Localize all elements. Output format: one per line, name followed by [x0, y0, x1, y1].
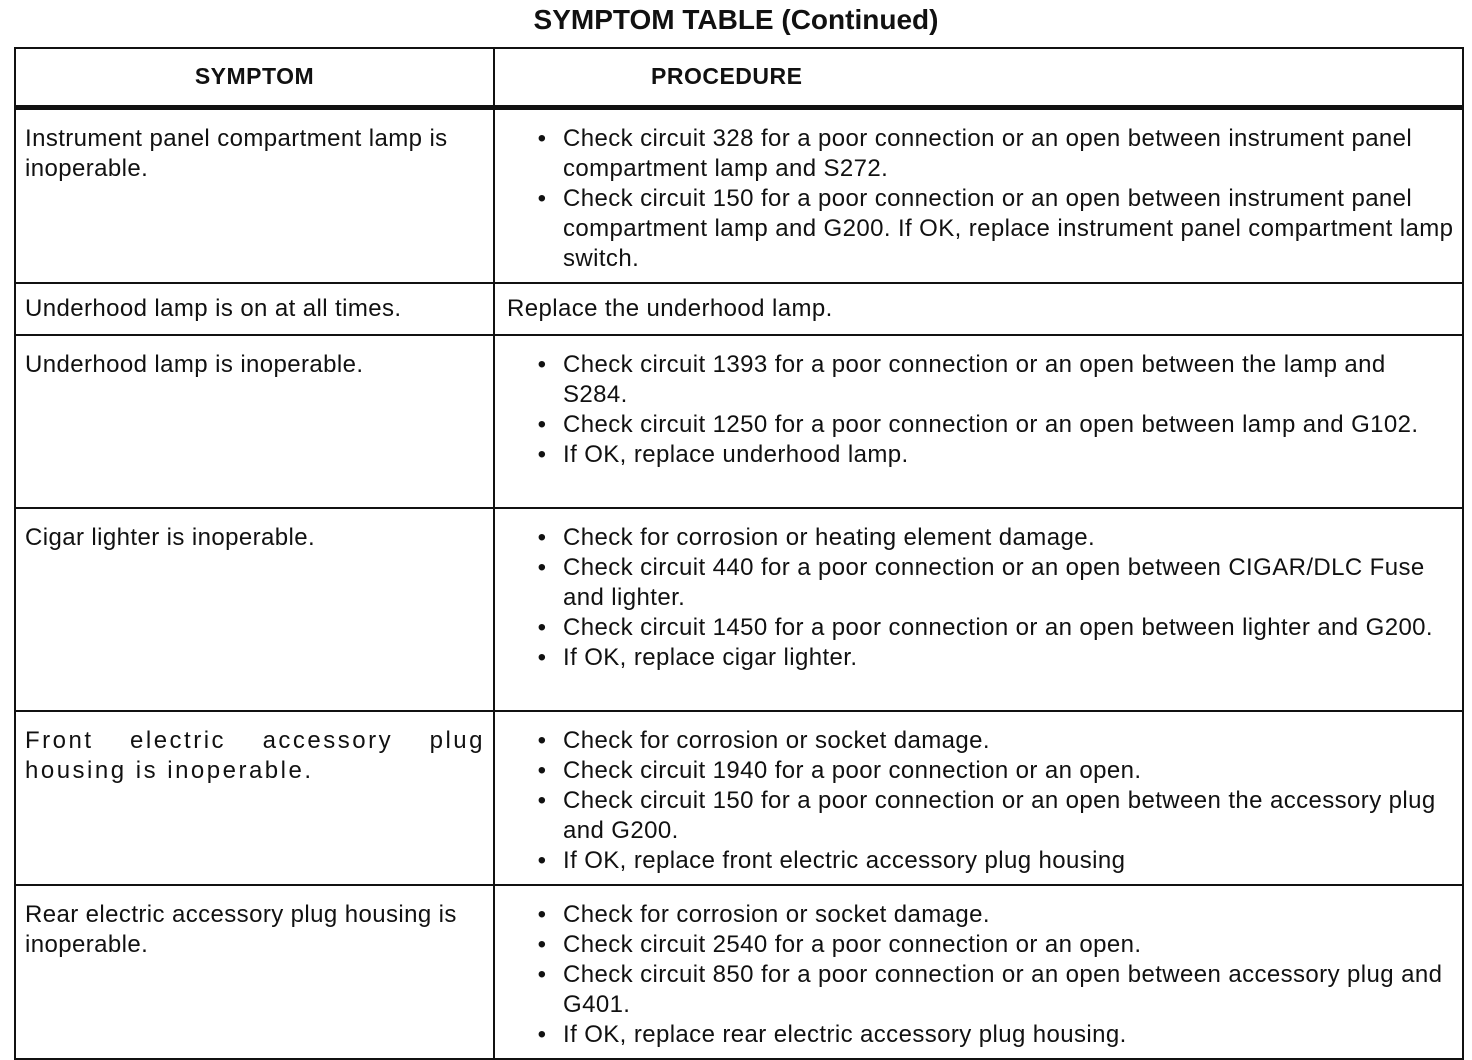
table-row	[15, 283, 1463, 335]
bullet-icon: •	[537, 124, 547, 152]
procedure-cell: Replace the underhood lamp.	[494, 283, 1463, 335]
procedure-step	[537, 184, 1454, 274]
procedure-steps	[507, 124, 1454, 274]
procedure-step	[537, 613, 1454, 643]
step-text: Check circuit 850 for a poor connection or an open between accessory plug and G401.	[563, 960, 1443, 1018]
bullet-icon: •	[537, 1020, 547, 1048]
procedure-step	[537, 786, 1454, 846]
procedure-step	[537, 900, 1454, 930]
procedure-cell	[494, 508, 1463, 711]
procedure-steps	[507, 523, 1454, 673]
symptom-cell: Underhood lamp is on at all times.	[15, 283, 494, 335]
procedure-step	[537, 410, 1454, 440]
procedure-step	[537, 124, 1454, 184]
step-text: If OK, replace rear electric accessory plug housing.	[563, 1020, 1127, 1048]
bullet-icon: •	[537, 184, 547, 212]
bullet-icon: •	[537, 613, 547, 641]
bullet-icon: •	[537, 846, 547, 874]
bullet-icon: •	[537, 756, 547, 784]
procedure-step	[537, 960, 1454, 1020]
procedure-step	[537, 440, 1454, 470]
procedure-steps	[507, 350, 1454, 470]
bullet-icon: •	[537, 440, 547, 468]
column-header-symptom: SYMPTOM	[15, 48, 494, 107]
symptom-cell: Instrument panel compartment lamp is inoperable.	[15, 107, 494, 283]
procedure-step	[537, 350, 1454, 410]
bullet-icon: •	[537, 960, 547, 988]
symptom-cell: Cigar lighter is inoperable.	[15, 508, 494, 711]
step-text: If OK, replace underhood lamp.	[563, 440, 909, 468]
step-text: Check circuit 2540 for a poor connection or an open.	[563, 930, 1142, 958]
table-row	[15, 335, 1463, 508]
bullet-icon: •	[537, 900, 547, 928]
page-title: SYMPTOM TABLE (Continued)	[533, 4, 939, 35]
procedure-step	[537, 1020, 1454, 1050]
step-text: If OK, replace cigar lighter.	[563, 643, 858, 671]
procedure-step	[537, 930, 1454, 960]
procedure-steps	[507, 726, 1454, 876]
step-text: Check circuit 1450 for a poor connection or an open between lighter and G200.	[563, 613, 1434, 641]
bullet-icon: •	[537, 643, 547, 671]
step-text: Check for corrosion or socket damage.	[563, 726, 990, 754]
step-text: If OK, replace front electric accessory plug housing	[563, 846, 1126, 874]
procedure-step	[537, 643, 1454, 673]
bullet-icon: •	[537, 523, 547, 551]
procedure-step	[537, 726, 1454, 756]
procedure-cell	[494, 335, 1463, 508]
table-row	[15, 711, 1463, 885]
table-row	[15, 107, 1463, 283]
bullet-icon: •	[537, 553, 547, 581]
procedure-step	[537, 523, 1454, 553]
bullet-icon: •	[537, 726, 547, 754]
symptom-cell: Rear electric accessory plug housing is inoperable.	[15, 885, 494, 1059]
procedure-step	[537, 553, 1454, 613]
symptom-table	[14, 47, 1464, 1060]
bullet-icon: •	[537, 410, 547, 438]
step-text: Check for corrosion or socket damage.	[563, 900, 990, 928]
bullet-icon: •	[537, 930, 547, 958]
step-text: Check circuit 1250 for a poor connection or an open between lamp and G102.	[563, 410, 1419, 438]
step-text: Check circuit 1393 for a poor connection or an open between the lamp and S284.	[563, 350, 1386, 408]
step-text: Check circuit 1940 for a poor connection or an open.	[563, 756, 1142, 784]
bullet-icon: •	[537, 786, 547, 814]
procedure-cell	[494, 107, 1463, 283]
procedure-step	[537, 846, 1454, 876]
step-text: Check circuit 328 for a poor connection or an open between instrument panel compartment lamp and S272.	[563, 124, 1413, 182]
symptom-cell: Front electric accessory plug housing is inoperable.	[15, 711, 494, 885]
step-text: Check for corrosion or heating element damage.	[563, 523, 1096, 551]
step-text: Check circuit 150 for a poor connection or an open between instrument panel compartment lamp and G200. If OK, replace instrument panel compartment lamp switch.	[563, 184, 1454, 272]
procedure-cell	[494, 885, 1463, 1059]
column-header-procedure: PROCEDURE	[494, 48, 1463, 107]
table-header-row	[15, 48, 1463, 107]
table-row	[15, 508, 1463, 711]
step-text: Check circuit 440 for a poor connection or an open between CIGAR/DLC Fuse and lighter.	[563, 553, 1425, 611]
procedure-cell	[494, 711, 1463, 885]
symptom-cell: Underhood lamp is inoperable.	[15, 335, 494, 508]
procedure-step	[537, 756, 1454, 786]
table-row	[15, 885, 1463, 1059]
bullet-icon: •	[537, 350, 547, 378]
procedure-steps	[507, 900, 1454, 1050]
step-text: Check circuit 150 for a poor connection or an open between the accessory plug and G200.	[563, 786, 1436, 844]
